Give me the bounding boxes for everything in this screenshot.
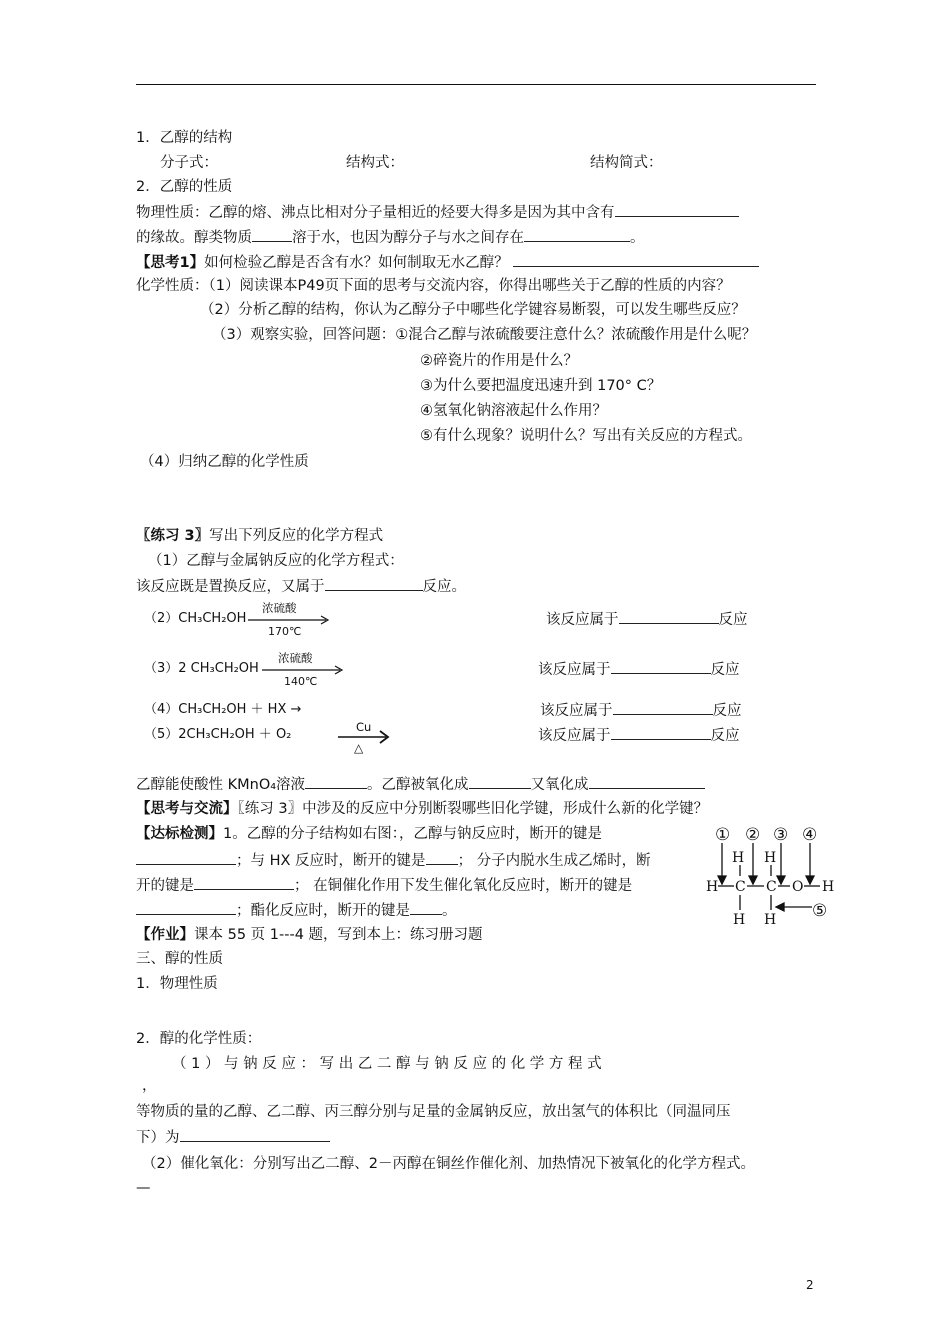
reaction-arrow-icon xyxy=(338,730,394,744)
text-fragment: 开的键是 xyxy=(136,878,194,894)
test-line-4 xyxy=(136,900,457,921)
atom-c: C xyxy=(735,879,746,895)
reaction-4-reactant: （4）CH₃CH₂OH ＋ HX → xyxy=(144,702,302,717)
text-fragment: ； 在铜催化作用下发生催化氧化反应时，断开的键是 xyxy=(294,878,633,894)
blank-field[interactable] xyxy=(136,900,236,915)
reaction-5-condition-top: Cu xyxy=(356,720,372,734)
chem-item-3b: ②碎瓷片的作用是什么？ xyxy=(420,353,578,369)
atom-h: H xyxy=(706,879,719,895)
blank-field[interactable] xyxy=(619,609,719,624)
think-exchange-line xyxy=(136,799,708,819)
text-fragment: 溶于水，也因为醇分子与水之间存在 xyxy=(292,230,524,246)
section-3-item-2: 2．醇的化学性质： xyxy=(136,1031,262,1047)
think-1-text: 如何检验乙醇是否含有水？如何制取无水乙醇？ xyxy=(204,255,509,271)
atom-h: H xyxy=(764,912,777,928)
blank-field[interactable] xyxy=(305,774,367,789)
text-fragment: 。 xyxy=(442,903,457,919)
chem-item-3: （3）观察实验，回答问题：①混合乙醇与浓硫酸要注意什么？浓硫酸作用是什么呢？ xyxy=(212,327,757,343)
atom-h: H xyxy=(822,879,835,895)
chem-item-3e: ⑤有什么现象？说明什么？写出有关反应的方程式。 xyxy=(420,428,752,444)
blank-field[interactable] xyxy=(615,202,739,217)
text-fragment: 该反应属于 xyxy=(538,728,611,744)
reaction-3-condition-bottom: 140℃ xyxy=(284,675,318,688)
think-exchange-label: 【思考与交流】 xyxy=(136,801,238,817)
bond-label-4: ④ xyxy=(802,825,818,845)
blank-field[interactable] xyxy=(410,900,442,915)
homework-label: 【作业】 xyxy=(136,927,194,943)
section-3-item-2c: （2）催化氧化：分别写出乙二醇、2－丙醇在铜丝作催化剂、加热情况下被氧化的化学方程式。 xyxy=(142,1156,755,1172)
physical-properties-line-2 xyxy=(136,227,645,248)
exercise-3-item-1b xyxy=(136,576,466,597)
reaction-3-condition-top: 浓硫酸 xyxy=(278,651,313,665)
exercise-3-label: 〖练习 3〗 xyxy=(136,528,210,544)
text-fragment: 反应 xyxy=(718,612,748,628)
text-fragment: 反应 xyxy=(710,728,740,744)
test-label: 【达标检测】 xyxy=(136,826,223,842)
header-rule xyxy=(136,84,816,85)
chem-item-2: （2）分析乙醇的结构，你认为乙醇分子中哪些化学键容易断裂，可以发生哪些反应？ xyxy=(200,302,746,318)
section-3-item-2b: 等物质的量的乙醇、乙二醇、丙三醇分别与足量的金属钠反应，放出氢气的体积比（同温同压 xyxy=(136,1104,731,1120)
chem-item-3d: ④氢氧化钠溶液起什么作用？ xyxy=(420,403,607,419)
text-fragment: ；与 HX 反应时，断开的键是 xyxy=(236,853,426,869)
test-line-2 xyxy=(136,850,651,871)
think-exchange-text: 〖练习 3〗中涉及的反应中分别断裂哪些旧化学键，形成什么新的化学键？ xyxy=(237,801,709,817)
text-fragment: 反应。 xyxy=(422,579,466,595)
reaction-2-reactant: （2）CH₃CH₂OH xyxy=(144,611,247,626)
test-line-1 xyxy=(136,824,602,844)
arrow-head-icon xyxy=(718,876,726,884)
exercise-3-item-1: （1）乙醇与金属钠反应的化学方程式： xyxy=(148,553,404,569)
atom-c: C xyxy=(766,879,777,895)
text-fragment: 该反应属于 xyxy=(540,703,613,719)
arrow-head-icon xyxy=(776,903,784,911)
bond-label-5: ⑤ xyxy=(812,901,828,921)
reaction-3-type xyxy=(538,659,740,680)
atom-h: H xyxy=(733,912,746,928)
text-fragment: 1。乙醇的分子结构如右图：，乙醇与钠反应时，断开的键是 xyxy=(223,826,602,842)
bond-label-3: ③ xyxy=(773,825,789,845)
physical-properties-text: 物理性质：乙醇的熔、沸点比相对分子量相近的烃要大得多是因为其中含有 xyxy=(136,205,615,221)
label-molecular-formula: 分子式： xyxy=(160,155,218,171)
blank-field[interactable] xyxy=(426,850,458,865)
blank-field[interactable] xyxy=(469,774,531,789)
arrow-head-icon xyxy=(806,876,814,884)
ethanol-structure-diagram xyxy=(700,820,845,932)
section-2-title: 2．乙醇的性质 xyxy=(136,179,233,195)
reaction-2-condition-bottom: 170℃ xyxy=(268,625,302,638)
section-3-item-1: 1．物理性质 xyxy=(136,976,218,992)
text-fragment: ；酯化反应时，断开的键是 xyxy=(236,903,410,919)
blank-field[interactable] xyxy=(513,252,759,267)
text-fragment: 反应 xyxy=(710,662,740,678)
chem-item-3c: ③为什么要把温度迅速升到 170° C？ xyxy=(420,378,662,394)
chem-item-4: （4）归纳乙醇的化学性质 xyxy=(140,454,309,470)
section-3-item-2a: （ 1 ） 与 钠 反 应 ： 写 出 乙 二 醇 与 钠 反 应 的 化 学 方 程 式 xyxy=(172,1056,602,1072)
section-3-item-2c-dash: — xyxy=(136,1180,151,1196)
section-1-title: 1．乙醇的结构 xyxy=(136,130,233,146)
chem-item-1: 化学性质：（1）阅读课本P49页下面的思考与交流内容，你得出哪些关于乙醇的性质的内容？ xyxy=(136,278,731,294)
label-simple-formula: 结构简式： xyxy=(590,155,663,171)
text-fragment: 又氧化成 xyxy=(530,777,589,793)
text-fragment: 该反应既是置换反应，又属于 xyxy=(136,579,325,595)
atom-h: H xyxy=(764,850,777,866)
blank-field[interactable] xyxy=(589,774,705,789)
reaction-arrow-icon xyxy=(262,665,346,675)
reaction-2-condition-top: 浓硫酸 xyxy=(262,601,297,615)
page-number: 2 xyxy=(806,1278,814,1292)
blank-field[interactable] xyxy=(180,1127,330,1142)
reaction-3-reactant: （3）2 CH₃CH₂OH xyxy=(144,661,259,676)
think-1-line xyxy=(136,252,759,273)
blank-field[interactable] xyxy=(252,227,292,242)
text-fragment: 的缘故。醇类物质 xyxy=(136,230,252,246)
test-line-3 xyxy=(136,875,632,896)
homework-text: 课本 55 页 1---4 题，写到本上：练习册习题 xyxy=(194,927,483,943)
physical-properties-line xyxy=(136,202,739,223)
text-fragment: 该反应属于 xyxy=(538,662,611,678)
text-fragment: 该反应属于 xyxy=(546,612,619,628)
blank-field[interactable] xyxy=(194,875,294,890)
blank-field[interactable] xyxy=(524,227,630,242)
blank-field[interactable] xyxy=(136,850,236,865)
text-fragment: 反应 xyxy=(712,703,742,719)
atom-h: H xyxy=(732,850,745,866)
think-1-label: 【思考1】 xyxy=(136,255,205,271)
bond-label-1: ① xyxy=(715,825,731,845)
reaction-4-type xyxy=(540,700,742,721)
kmno4-line xyxy=(136,774,705,795)
atom-o: O xyxy=(792,879,804,895)
arrow-head-icon xyxy=(749,876,757,884)
text-fragment: 。 xyxy=(630,230,645,246)
text-fragment: 。乙醇被氧化成 xyxy=(367,777,469,793)
section-3-item-2b-line2 xyxy=(136,1127,330,1148)
bond-label-2: ② xyxy=(745,825,761,845)
text-fragment: ； 分子内脱水生成乙烯时，断 xyxy=(457,853,651,869)
blank-field[interactable] xyxy=(611,725,711,740)
reaction-arrow-icon xyxy=(248,615,332,625)
blank-field[interactable] xyxy=(611,659,711,674)
section-3-title: 三、醇的性质 xyxy=(136,951,223,967)
arrow-head-icon xyxy=(777,876,785,884)
reaction-5-reactant: （5）2CH₃CH₂OH ＋ O₂ xyxy=(144,727,292,742)
homework-line xyxy=(136,925,483,945)
text-fragment: 下）为 xyxy=(136,1130,180,1146)
section-3-item-2a-comma: ， xyxy=(142,1078,157,1094)
reaction-2-type xyxy=(546,609,748,630)
reaction-5-condition-bottom: △ xyxy=(354,741,364,755)
blank-field[interactable] xyxy=(613,700,713,715)
label-structural-formula: 结构式： xyxy=(346,155,404,171)
text-fragment: 乙醇能使酸性 KMnO₄溶液 xyxy=(136,777,306,793)
blank-field[interactable] xyxy=(325,576,423,591)
reaction-5-type xyxy=(538,725,740,746)
exercise-3-title: 写出下列反应的化学方程式 xyxy=(209,528,384,544)
exercise-3-heading xyxy=(136,526,383,546)
